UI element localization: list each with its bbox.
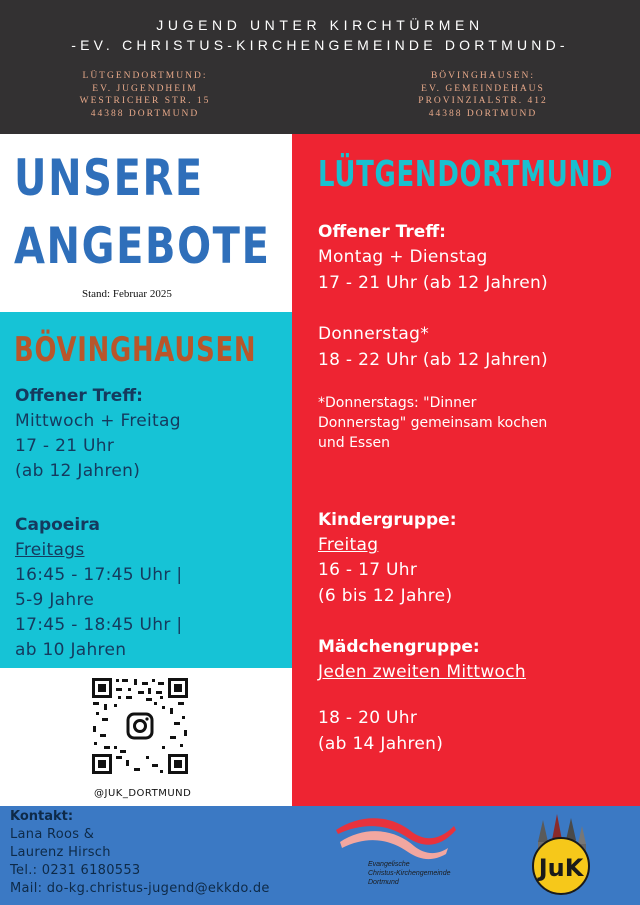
maedchengruppe-day: Jeden zweiten Mittwoch	[318, 662, 526, 682]
bov-offener-treff-heading: Offener Treff:	[15, 386, 143, 406]
footnote-line: Donnerstag" gemeinsam kochen	[318, 415, 548, 431]
capoeira-heading: Capoeira	[15, 515, 101, 535]
address-lutgendortmund	[40, 70, 250, 120]
church-name-line: Evangelische	[368, 861, 410, 868]
lutgendortmund-title: LÜTGENDORTMUND	[318, 154, 614, 195]
capoeira-slot2-time: 17:45 - 18:45 Uhr |	[15, 615, 183, 635]
page-title-line1: UNSERE	[14, 149, 204, 207]
footnote-line: und Essen	[318, 435, 391, 451]
address-line: PROVINZIALSTR. 412	[418, 96, 548, 106]
juk-logo-icon	[526, 808, 596, 896]
header-title: JUGEND UNTER KIRCHTÜRMEN	[156, 17, 484, 33]
kindergruppe-day: Freitag	[318, 535, 379, 555]
kindergruppe-time: 16 - 17 Uhr	[318, 560, 418, 580]
church-name-line: Dortmund	[368, 879, 399, 886]
kontakt-name1: Lana Roos &	[10, 827, 95, 842]
capoeira-slot1-age: 5-9 Jahre	[15, 590, 95, 610]
address-bovinghausen	[378, 70, 588, 120]
kontakt-heading: Kontakt:	[10, 809, 74, 824]
header-subtitle: -EV. CHRISTUS-KIRCHENGEMEINDE DORTMUND-	[71, 37, 569, 53]
address-line: BÖVINGHAUSEN:	[430, 71, 536, 81]
church-name	[368, 860, 450, 887]
address-line: LÜTGENDORTMUND:	[82, 71, 208, 81]
address-line: EV. GEMEINDEHAUS	[421, 83, 545, 94]
address-line: 44388 DORTMUND	[428, 108, 538, 119]
bov-offener-treff-time: 17 - 21 Uhr	[15, 436, 115, 456]
donnerstag-time: 18 - 22 Uhr (ab 12 Jahren)	[318, 350, 548, 370]
kontakt-mail: Mail: do-kg.christus-jugend@ekkdo.de	[10, 881, 270, 896]
maedchengruppe-age: (ab 14 Jahren)	[318, 734, 444, 754]
page-title-line2: ANGEBOTE	[14, 217, 271, 275]
church-name-line: Christus-Kirchengemeinde	[368, 870, 451, 877]
capoeira-slot2-age: ab 10 Jahren	[15, 640, 127, 660]
lut-offener-treff-time: 17 - 21 Uhr (ab 12 Jahren)	[318, 273, 548, 293]
maedchengruppe-time: 18 - 20 Uhr	[318, 708, 418, 728]
footnote-line: *Donnerstags: "Dinner	[318, 395, 477, 411]
instagram-handle: @JUK_DORTMUND	[94, 788, 192, 799]
bov-offener-treff-days: Mittwoch + Freitag	[15, 411, 181, 431]
kontakt-name2: Laurenz Hirsch	[10, 845, 111, 860]
church-logo-icon	[330, 812, 460, 862]
address-line: WESTRICHER STR. 15	[79, 96, 211, 106]
capoeira-day: Freitags	[15, 540, 85, 560]
address-line: EV. JUGENDHEIM	[92, 83, 198, 94]
header-banner	[0, 0, 640, 134]
address-line: 44388 DORTMUND	[90, 108, 200, 119]
juk-logo-text: JuK	[538, 854, 584, 882]
lut-offener-treff-days: Montag + Dienstag	[318, 247, 488, 267]
kindergruppe-heading: Kindergruppe:	[318, 510, 457, 530]
capoeira-slot1-time: 16:45 - 17:45 Uhr |	[15, 565, 183, 585]
kontakt-phone: Tel.: 0231 6180553	[10, 863, 141, 878]
donnerstag-day: Donnerstag*	[318, 324, 430, 344]
maedchengruppe-heading: Mädchengruppe:	[318, 637, 480, 657]
qr-code[interactable]	[90, 676, 190, 776]
stand-date: Stand: Februar 2025	[82, 288, 172, 300]
bov-offener-treff-age: (ab 12 Jahren)	[15, 461, 141, 481]
kindergruppe-age: (6 bis 12 Jahre)	[318, 586, 453, 606]
bovinghausen-title: BÖVINGHAUSEN	[14, 330, 257, 370]
lut-offener-treff-heading: Offener Treff:	[318, 222, 446, 242]
